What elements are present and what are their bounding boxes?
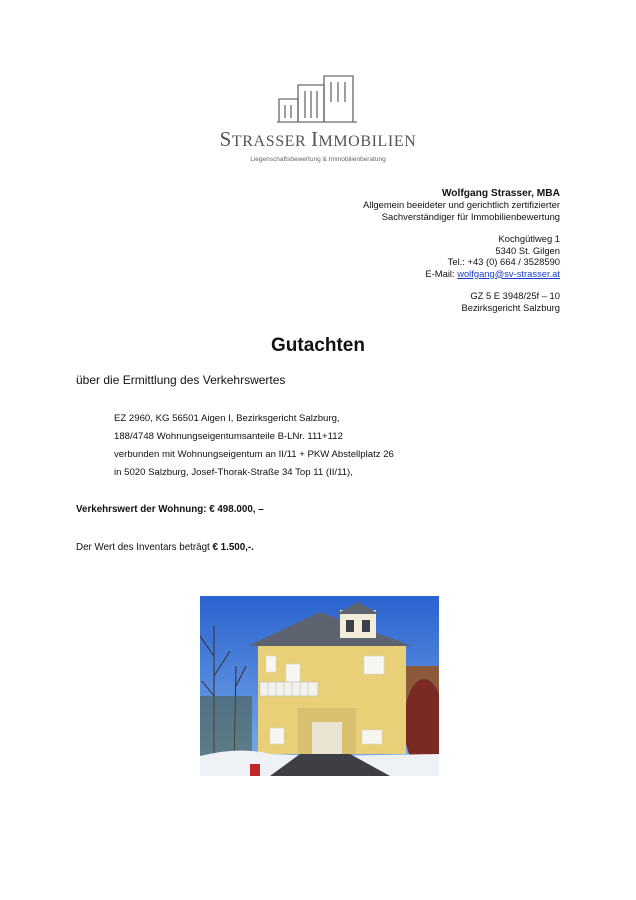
brand-initial-i: I xyxy=(310,127,319,151)
expert-name: Wolfgang Strasser, MBA xyxy=(441,188,560,199)
market-value: Verkehrswert der Wohnung: € 498.000, – xyxy=(76,504,264,515)
document-title: Gutachten xyxy=(271,335,365,356)
property-detail-line-1: EZ 2960, KG 56501 Aigen I, Bezirksgericht Salzburg, xyxy=(114,413,340,424)
inventory-amount: € 1.500,-. xyxy=(212,542,254,553)
brand-part-mmobilien: MMOBILIEN xyxy=(318,133,417,150)
court-name: Bezirksgericht Salzburg xyxy=(461,301,560,313)
property-detail-line-4: in 5020 Salzburg, Josef-Thorak-Straße 34 Top 11 (II/11), xyxy=(114,467,353,478)
expert-qualification-2: Sachverständiger für Immobilienbewertung xyxy=(381,210,560,222)
expert-street: Kochgütlweg 1 xyxy=(498,233,560,245)
inventory-prefix: Der Wert des Inventars beträgt xyxy=(76,542,213,553)
brand-wordmark xyxy=(0,127,636,152)
expert-qualification-1: Allgemein beeideter und gerichtlich zertifizierter xyxy=(363,199,560,211)
expert-email-line xyxy=(363,268,560,279)
brand-tagline: Liegenschaftsbewertung & Immobilienberatung xyxy=(250,156,386,163)
inventory-value-line xyxy=(76,542,254,553)
case-number: GZ 5 E 3948/25f – 10 xyxy=(470,290,560,302)
spacer xyxy=(363,222,560,233)
property-detail-line-2: 188/4748 Wohnungseigentumsanteile B-LNr. 111+112 xyxy=(114,431,343,442)
email-link[interactable]: wolfgang@sv-strasser.at xyxy=(457,267,560,279)
property-details xyxy=(114,410,394,482)
expert-city: 5340 St. Gilgen xyxy=(495,244,560,256)
spacer xyxy=(363,279,560,290)
brand-part-trasser: TRASSER xyxy=(231,133,311,150)
building-logo-icon xyxy=(276,72,358,124)
expert-address-block xyxy=(363,188,560,313)
property-photo xyxy=(200,596,439,776)
expert-phone: Tel.: +43 (0) 664 / 3528590 xyxy=(447,256,560,268)
email-label: E-Mail: xyxy=(425,267,458,279)
property-detail-line-3: verbunden mit Wohnungseigentum an II/11 + PKW Abstellplatz 26 xyxy=(114,449,394,460)
brand-initial-s: S xyxy=(219,127,232,151)
document-subtitle: über die Ermittlung des Verkehrswertes xyxy=(76,373,286,387)
